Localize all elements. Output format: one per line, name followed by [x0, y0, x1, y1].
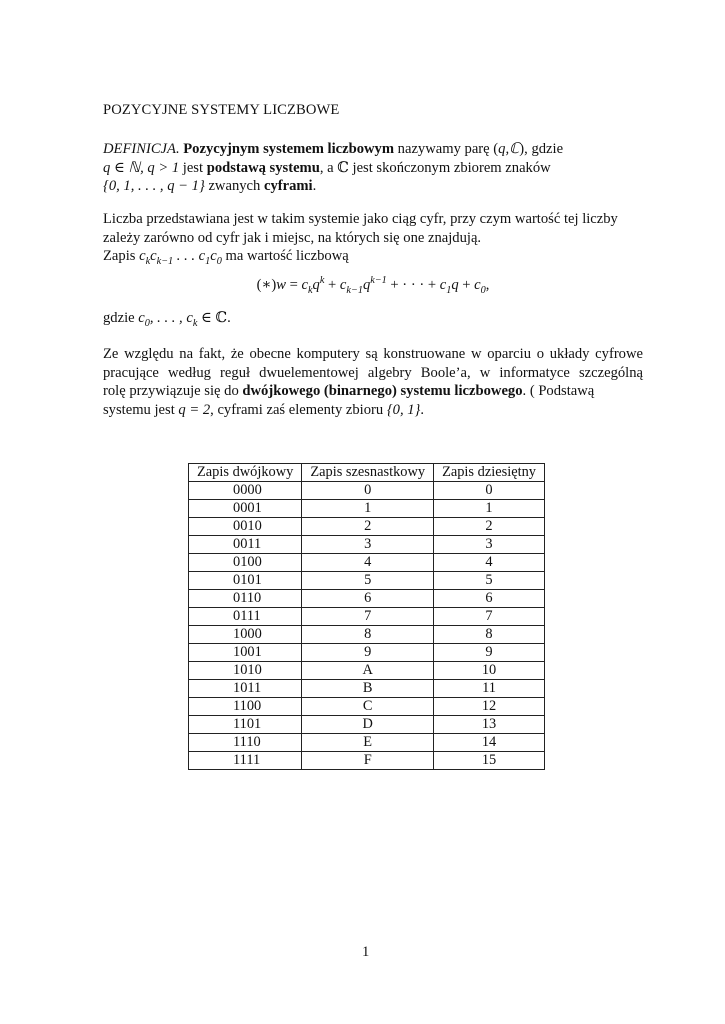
decimal-cell: 15 [434, 752, 545, 770]
table-row [189, 536, 545, 554]
decimal-cell: 4 [434, 554, 545, 572]
binary-line-1: Ze względu na fakt, że obecne komputery są konstruowane w oparciu o układy cyfrowe [103, 346, 643, 362]
binary-line-2: pracujące według reguł dwuelementowej algebry Boole’a, w informatyce szczególną [103, 364, 643, 381]
hex-cell: 6 [302, 590, 434, 608]
table-row [189, 734, 545, 752]
hex-cell: 5 [302, 572, 434, 590]
binary-cell: 1100 [189, 698, 302, 716]
table-header-row [189, 464, 545, 482]
hex-cell: F [302, 752, 434, 770]
definition-line-2 [103, 159, 643, 178]
notation-suffix: ma wartość liczbową [221, 248, 349, 264]
definition-text: zwanych [204, 178, 264, 194]
hex-cell: E [302, 734, 434, 752]
table-row [189, 716, 545, 734]
decimal-cell: 2 [434, 518, 545, 536]
table-row [189, 482, 545, 500]
binary-cell: 0000 [189, 482, 302, 500]
binary-cell: 1111 [189, 752, 302, 770]
binary-cell: 1110 [189, 734, 302, 752]
definition-line-1 [103, 140, 643, 159]
hex-cell: D [302, 716, 434, 734]
value-formula: (∗)w = $c_kq^k + c_{k-1}q^{k-1}$ + · · · + $c_1q + c_0$, [256, 275, 490, 296]
formula-label: (∗) [256, 277, 277, 293]
binary-cell: 0001 [189, 500, 302, 518]
definition-text: . [312, 178, 317, 194]
decimal-cell: 6 [434, 590, 545, 608]
table-row [189, 572, 545, 590]
hex-cell: 4 [302, 554, 434, 572]
hex-cell: 7 [302, 608, 434, 626]
binary-cell: 0110 [189, 590, 302, 608]
definition-text: nazywamy parę ( [394, 141, 499, 157]
definition-term: Pozycyjnym systemem liczbowym [183, 141, 395, 157]
column-header: Zapis dziesiętny [434, 464, 545, 482]
binary-line-3 [103, 382, 643, 401]
decimal-cell: 9 [434, 644, 545, 662]
binary-paragraph [103, 345, 643, 419]
hex-cell: 0 [302, 482, 434, 500]
table-row [189, 698, 545, 716]
hex-cell: C [302, 698, 434, 716]
decimal-cell: 3 [434, 536, 545, 554]
base-condition: q ∈ ℕ, q > 1 [103, 159, 180, 176]
where-line: gdzie $c_0$, . . . , $c_k$ ∈ ℂ. [103, 310, 231, 329]
table-row [189, 590, 545, 608]
column-header: Zapis szesnastkowy [302, 464, 434, 482]
decimal-cell: 8 [434, 626, 545, 644]
hex-cell: B [302, 680, 434, 698]
definition-label: DEFINICJA. [103, 141, 180, 157]
table-row [189, 608, 545, 626]
number-line-1: Liczba przedstawiana jest w takim systemie jako ciąg cyfr, przy czym wartość tej liczby [103, 211, 618, 227]
notation-prefix: Zapis [103, 248, 140, 264]
binary-cell: 1000 [189, 626, 302, 644]
binary-text: . ( Podstawą [522, 383, 595, 399]
table-row [189, 662, 545, 680]
base-value: q = 2 [178, 401, 211, 418]
hex-cell: 8 [302, 626, 434, 644]
decimal-cell: 12 [434, 698, 545, 716]
definition-text: ), gdzie [519, 141, 564, 157]
number-line-3 [103, 247, 643, 266]
hex-cell: A [302, 662, 434, 680]
definition-text: , a ℂ jest skończonym zbiorem znaków [319, 159, 551, 176]
definition-text: jest [179, 159, 207, 176]
table-row [189, 518, 545, 536]
binary-cell: 0100 [189, 554, 302, 572]
digit-set: {0, 1, . . . , q − 1} [103, 178, 205, 194]
page-title: POZYCYJNE SYSTEMY LICZBOWE [103, 102, 340, 118]
number-line-2: zależy zarówno od cyfr jak i miejsc, na których się one znajdują. [103, 229, 482, 246]
binary-system-term: dwójkowego (binarnego) systemu liczbowego [242, 383, 523, 399]
binary-text: rolę przywiązuje się do [103, 383, 243, 399]
table-body [189, 482, 545, 770]
decimal-cell: 13 [434, 716, 545, 734]
binary-cell: 0011 [189, 536, 302, 554]
hex-cell: 9 [302, 644, 434, 662]
table-row [189, 644, 545, 662]
binary-cell: 1101 [189, 716, 302, 734]
decimal-cell: 7 [434, 608, 545, 626]
table-row [189, 752, 545, 770]
table-row [189, 554, 545, 572]
binary-cell: 0101 [189, 572, 302, 590]
binary-cell: 1001 [189, 644, 302, 662]
definition-paragraph [103, 140, 643, 196]
conversion-table [188, 463, 545, 770]
decimal-cell: 0 [434, 482, 545, 500]
hex-cell: 2 [302, 518, 434, 536]
decimal-cell: 14 [434, 734, 545, 752]
decimal-cell: 5 [434, 572, 545, 590]
where-prefix: gdzie [103, 310, 139, 326]
decimal-cell: 11 [434, 680, 545, 698]
binary-cell: 1011 [189, 680, 302, 698]
binary-digit-set: {0, 1} [386, 401, 421, 418]
notation-math: $c_kc_{k-1}$ . . . $c_1c_0$ [139, 248, 222, 267]
binary-cell: 0010 [189, 518, 302, 536]
hex-cell: 1 [302, 500, 434, 518]
column-header: Zapis dwójkowy [189, 464, 302, 482]
page-number: 1 [362, 944, 370, 960]
binary-text: systemu jest [103, 401, 179, 418]
binary-cell: 1010 [189, 662, 302, 680]
base-term: podstawą systemu [206, 159, 320, 176]
binary-text: , cyframi zaś elementy zbioru [210, 401, 387, 418]
table-row [189, 626, 545, 644]
digits-term: cyframi [263, 178, 313, 194]
binary-cell: 0111 [189, 608, 302, 626]
table-row [189, 500, 545, 518]
decimal-cell: 10 [434, 662, 545, 680]
number-paragraph [103, 210, 643, 266]
hex-cell: 3 [302, 536, 434, 554]
decimal-cell: 1 [434, 500, 545, 518]
definition-pair: q,ℂ [498, 141, 520, 157]
binary-line-4 [103, 401, 643, 420]
definition-line-3 [103, 177, 643, 196]
table-row [189, 680, 545, 698]
binary-text: . [420, 401, 425, 418]
